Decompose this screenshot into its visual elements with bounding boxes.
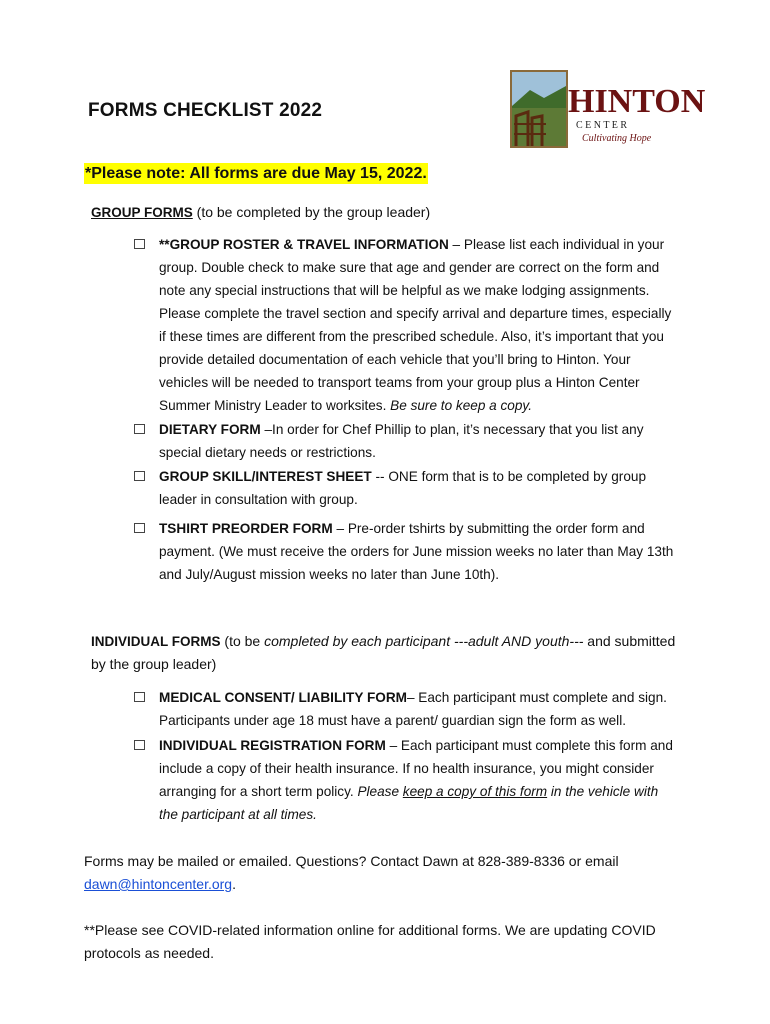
logo-tagline: Cultivating Hope [582, 133, 652, 144]
checkbox-icon[interactable] [134, 471, 145, 481]
email-link[interactable]: dawn@hintoncenter.org [84, 876, 233, 892]
list-item: GROUP SKILL/INTEREST SHEET -- ONE form that is to be completed by group leader in consultation with group. [159, 469, 647, 507]
hinton-center-logo [510, 68, 706, 150]
list-item: TSHIRT PREORDER FORM – Pre-order tshirts by submitting the order form and payment. (We must receive the orders for June mission weeks no later than May 13th and July/August mission weeks no later than June 10th). [159, 521, 674, 582]
checkbox-icon[interactable] [134, 424, 145, 434]
checkbox-icon[interactable] [134, 523, 145, 533]
contact-info: Forms may be mailed or emailed. Questions? Contact Dawn at 828-389-8336 or email dawn@hintoncenter.org. [84, 853, 619, 892]
list-item: **GROUP ROSTER & TRAVEL INFORMATION – Please list each individual in your group. Double check to make sure that age and gender are correct on the form and note any special instructions that will be helpful as we make lodging assignments. Please complete the travel section and specify arrival and departure times, especially if these times are different from the prescribed schedule. Also, it’s important that you provide detailed documentation of each vehicle that you’ll bring to Hinton. Your vehicles will be needed to transport teams from your group plus a Hinton Center Summer Ministry Leader to worksites. Be sure to keep a copy. [159, 237, 672, 413]
list-item: INDIVIDUAL REGISTRATION FORM – Each participant must complete this form and include a copy of their health insurance. If no health insurance, you might consider arranging for a short term policy. Please keep a copy of this form in the vehicle with the participant at all times. [159, 738, 673, 822]
list-item: MEDICAL CONSENT/ LIABILITY FORM– Each participant must complete and sign. Participants under age 18 must have a parent/ guardian sign the form as well. [159, 690, 667, 728]
group-forms-heading: GROUP FORMS (to be completed by the group leader) [91, 204, 431, 220]
checkbox-icon[interactable] [134, 692, 145, 702]
logo-sub: C E N T E R [576, 120, 628, 131]
checkbox-icon[interactable] [134, 740, 145, 750]
logo-name: HINTON [568, 83, 706, 120]
covid-note: **Please see COVID-related information online for additional forms. We are updating COVID protocols as needed. [84, 922, 656, 961]
individual-forms-heading: INDIVIDUAL FORMS (to be completed by each participant ---adult AND youth--- and submitted by the group leader) [91, 633, 676, 672]
checkbox-icon[interactable] [134, 239, 145, 249]
page-title: FORMS CHECKLIST 2022 [88, 100, 323, 121]
due-date-note: *Please note: All forms are due May 15, 2022. [85, 165, 427, 182]
list-item: DIETARY FORM –In order for Chef Phillip to plan, it’s necessary that you list any special dietary needs or restrictions. [159, 422, 644, 460]
group-forms-label: GROUP FORMS [91, 205, 193, 220]
